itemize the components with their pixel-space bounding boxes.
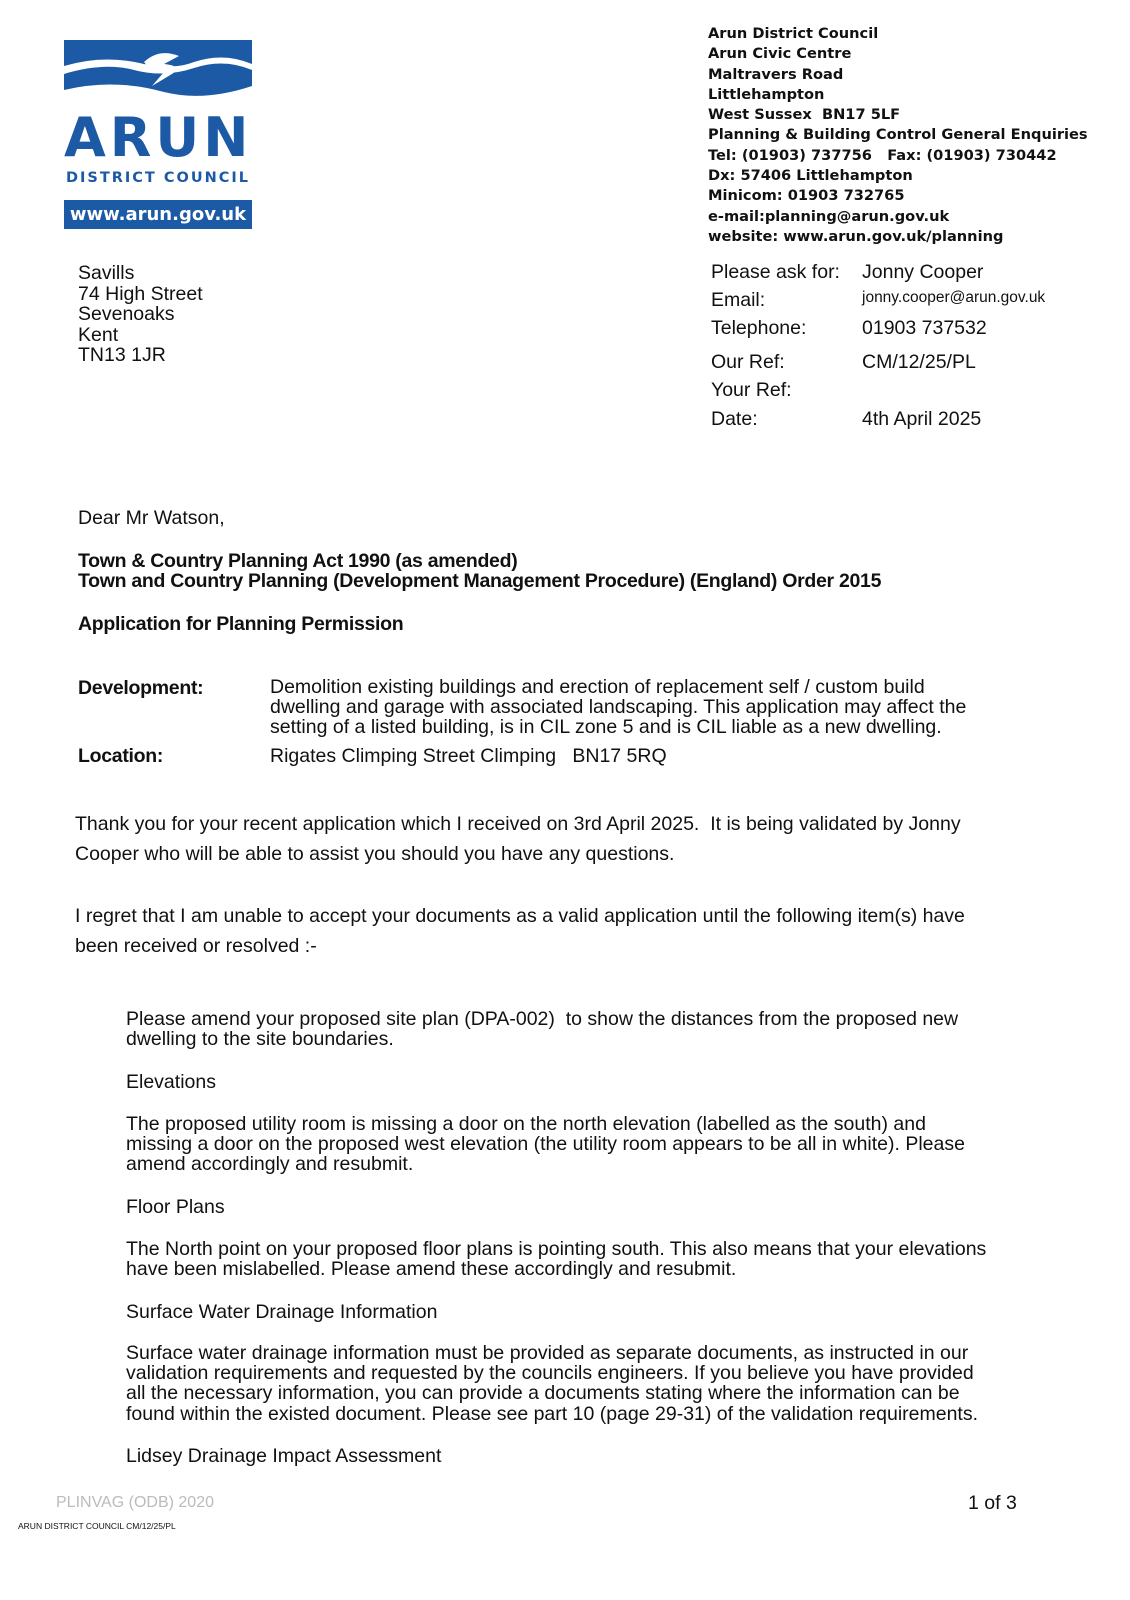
info-label: Date: [711, 408, 758, 430]
development-description [270, 677, 966, 737]
info-label: Please ask for: [711, 261, 840, 283]
info-value: jonny.cooper@arun.gov.uk [862, 289, 1046, 306]
text-line: I regret that I am unable to accept your documents as a valid application until the following item(s) have [75, 905, 965, 927]
recipient-line: TN13 1JR [78, 344, 166, 366]
info-value: CM/12/25/PL [862, 351, 976, 373]
address-line: Minicom: 01903 732765 [708, 187, 905, 205]
text-line: all the necessary information, you can provide a documents stating where the information can be [126, 1382, 960, 1405]
item-surface-water [126, 1343, 1046, 1424]
info-label: Email: [711, 289, 766, 311]
address-line: Arun Civic Centre [708, 45, 852, 63]
arun-logo [64, 40, 252, 229]
item-elevations [126, 1114, 1046, 1175]
footer-form-code: PLINVAG (ODB) 2020 [56, 1494, 214, 1511]
location-value: Rigates Climping Street Climping BN17 5RQ [270, 745, 667, 767]
info-value: Jonny Cooper [862, 261, 984, 283]
info-label: Your Ref: [711, 379, 792, 401]
text-line: Thank you for your recent application which I received on 3rd April 2025. It is being validated by Jonny [75, 813, 961, 835]
development-label: Development: [78, 677, 204, 699]
address-line: e-mail:planning@arun.gov.uk [708, 207, 950, 225]
item-heading-floor-plans [126, 1197, 1046, 1217]
text-line: Elevations [126, 1071, 216, 1093]
recipient-line: 74 High Street [78, 282, 203, 305]
paragraph-regret [75, 901, 1055, 961]
info-label: Telephone: [711, 317, 807, 339]
text-line: The North point on your proposed floor plans is pointing south. This also means that your elevations [126, 1238, 987, 1260]
text-line: dwelling to the site boundaries. [126, 1028, 394, 1051]
text-line: validation requirements and requested by the councils engineers. If you believe you have provided [126, 1362, 974, 1385]
info-label: Our Ref: [711, 351, 785, 373]
council-address [708, 24, 1088, 247]
address-line: Dx: 57406 Littlehampton [708, 167, 913, 185]
recipient-line: Savills [78, 262, 135, 284]
text-line: missing a door on the proposed west elevation (the utility room appears to be all in white). Please [126, 1133, 965, 1156]
logo-subtitle: DISTRICT COUNCIL [65, 170, 251, 186]
item-heading-lidsey [126, 1446, 1046, 1466]
text-line: Surface Water Drainage Information [126, 1301, 438, 1323]
paragraph-thanks [75, 809, 1055, 869]
text-line: been received or resolved :- [75, 935, 317, 957]
info-value: 4th April 2025 [862, 408, 982, 430]
heading-application: Application for Planning Permission [78, 613, 404, 635]
address-line: West Sussex BN17 5LF [708, 106, 901, 124]
recipient-line: Kent [78, 323, 119, 346]
text-line: Cooper who will be able to assist you should you have any questions. [75, 843, 675, 865]
text-line: setting of a listed building, is in CIL zone 5 and is CIL liable as a new dwelling. [270, 716, 942, 738]
item-floor-plans [126, 1239, 1046, 1279]
item-heading-elevations [126, 1072, 1046, 1092]
salutation: Dear Mr Watson, [78, 507, 225, 529]
text-line: Demolition existing buildings and erection of replacement self / custom build [270, 676, 925, 698]
text-line: dwelling and garage with associated landscaping. This application may affect the [270, 696, 967, 718]
address-line: Maltravers Road [708, 65, 844, 83]
text-line: Lidsey Drainage Impact Assessment [126, 1445, 442, 1467]
logo-url: www.arun.gov.uk [64, 200, 252, 229]
heading-act: Town & Country Planning Act 1990 (as amended) [78, 550, 518, 572]
footer-reference: ARUN DISTRICT COUNCIL CM/12/25/PL [18, 1521, 176, 1531]
text-line: found within the existed document. Please see part 10 (page 29-31) of the validation requirements. [126, 1402, 979, 1425]
address-line: Arun District Council [708, 25, 879, 42]
page-number: 1 of 3 [968, 1492, 1017, 1514]
text-line: have been mislabelled. Please amend these accordingly and resubmit. [126, 1258, 737, 1281]
recipient-address [78, 263, 203, 366]
seagull-wave-icon [64, 40, 252, 104]
address-line: Tel: (01903) 737756 Fax: (01903) 730442 [708, 146, 1057, 164]
location-label: Location: [78, 745, 164, 767]
text-line: amend accordingly and resubmit. [126, 1153, 414, 1176]
recipient-line: Sevenoaks [78, 303, 175, 325]
text-line: Please amend your proposed site plan (DPA-002) to show the distances from the proposed new [126, 1008, 959, 1030]
logo-name: ARUN [64, 106, 253, 169]
info-value: 01903 737532 [862, 317, 987, 339]
text-line: Floor Plans [126, 1196, 225, 1218]
item-site-plan [126, 1009, 1046, 1049]
address-line: website: www.arun.gov.uk/planning [708, 227, 1004, 245]
heading-order: Town and Country Planning (Development Management Procedure) (England) Order 2015 [78, 570, 882, 592]
text-line: The proposed utility room is missing a door on the north elevation (labelled as the south) and [126, 1113, 926, 1135]
item-heading-surface-water [126, 1302, 1046, 1322]
address-line: Planning & Building Control General Enquiries [708, 126, 1088, 144]
address-line: Littlehampton [708, 85, 825, 103]
text-line: Surface water drainage information must be provided as separate documents, as instructed in our [126, 1342, 969, 1364]
